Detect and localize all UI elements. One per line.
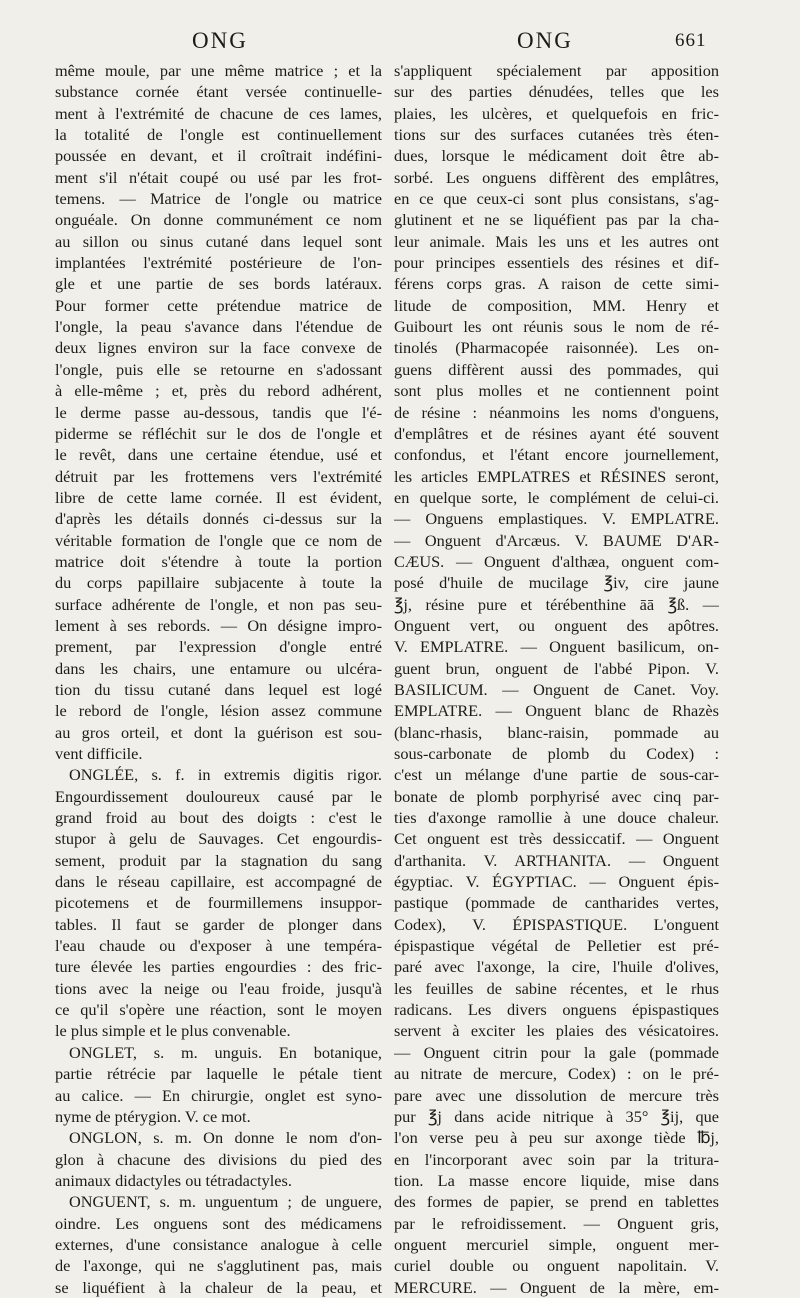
text-line: Guibourt les ont réunis sous le nom de ré- xyxy=(394,317,719,337)
text-line: se liquéfient à la chaleur de la peau, et xyxy=(55,1277,382,1297)
text-line: stupor à gelu de Sauvages. Cet engourdis- xyxy=(55,829,382,849)
text-line: tinolés (Pharmacopée raisonnée). Les on- xyxy=(394,338,719,358)
page-number: 661 xyxy=(675,30,707,51)
text-line: poussée en devant, et il croîtrait indéfini- xyxy=(55,146,382,166)
text-line: guens diffèrent aussi des pommades, qui xyxy=(394,359,719,379)
text-line: les articles EMPLATRES et RÉSINES seront, xyxy=(394,466,719,486)
text-line: par le refroidissement. — Onguent gris, xyxy=(394,1213,719,1233)
text-line: picotemens et de fourmillemens insuppor- xyxy=(55,893,382,913)
text-line: sur des parties dénudées, telles que les xyxy=(394,82,719,102)
text-line: Pour former cette prétendue matrice de xyxy=(55,295,382,315)
text-line: sorbé. Les onguens diffèrent des emplâtres, xyxy=(394,167,719,187)
text-line: sous-carbonate de plomb du Codex) : xyxy=(394,744,719,763)
text-line: oindre. Les onguens sont des médicamens xyxy=(55,1213,382,1233)
text-line: Codex), V. ÉPISPASTIQUE. L'onguent xyxy=(394,914,719,934)
text-line: grand froid au bout des doigts : c'est le xyxy=(55,808,382,828)
text-line: ONGLET, s. m. unguis. En botanique, xyxy=(69,1042,382,1062)
text-line: l'ongle, puis elle se retourne en s'adossant xyxy=(55,359,382,379)
text-line: deux lignes environ sur la face convexe de xyxy=(55,338,382,358)
running-head-right: ONG xyxy=(517,28,573,53)
text-line: la totalité de l'ongle est continuellement xyxy=(55,125,382,145)
text-line: sont plus molles et ne contiennent point xyxy=(394,381,719,401)
text-line: tions avec la neige ou l'eau froide, jusqu'à xyxy=(55,978,382,998)
page-header xyxy=(0,28,800,58)
text-line: tion. La masse encore liquide, mise dans xyxy=(394,1170,719,1190)
text-line: ce qu'il s'opère une réaction, sont le moyen xyxy=(55,1000,382,1020)
text-line: V. EMPLATRE. — Onguent basilicum, on- xyxy=(394,637,719,657)
text-line: ONGUENT, s. m. unguentum ; de unguere, xyxy=(69,1192,382,1212)
text-line: lement à ses rebords. — On désigne impro- xyxy=(55,615,382,635)
text-line: Engourdissement douloureux causé par le xyxy=(55,786,382,806)
text-line: l'on verse peu à peu sur axonge tiède ℔j, xyxy=(394,1128,719,1148)
text-line: du corps papillaire subjacente à toute la xyxy=(55,573,382,593)
text-line: — Onguens emplastiques. V. EMPLATRE. xyxy=(394,509,719,529)
text-line: en l'incorporant avec soin par la tritura- xyxy=(394,1149,719,1169)
text-line: servent à exciter les plaies des vésicatoires. xyxy=(394,1021,719,1041)
text-line: radicans. Les divers onguens épispastiques xyxy=(394,1000,719,1020)
text-line: prement, par l'expression d'ongle entré xyxy=(55,637,382,657)
text-line: c'est un mélange d'une partie de sous-car- xyxy=(394,765,719,785)
text-line: l'eau chaude ou d'exposer à une tempéra- xyxy=(55,936,382,956)
text-line: au calice. — En chirurgie, onglet est syno- xyxy=(55,1085,382,1105)
text-line: vent difficile. xyxy=(55,744,143,763)
text-line: substance cornée étant versée continuelle- xyxy=(55,82,382,102)
text-line: férens corps gras. A raison de cette simi- xyxy=(394,274,719,294)
left-column xyxy=(55,60,382,1298)
text-line: surface adhérente de l'ongle, et non pas seu- xyxy=(55,594,382,614)
text-line: — Onguent citrin pour la gale (pommade xyxy=(394,1042,719,1062)
text-line: tables. Il faut se garder de plonger dans xyxy=(55,914,382,934)
text-line: glon à chacune des divisions du pied des xyxy=(55,1149,382,1169)
text-line: au sillon ou sinus cutané dans lequel sont xyxy=(55,231,382,251)
text-line: curiel double ou onguent napolitain. V. xyxy=(394,1256,719,1276)
text-line: s'appliquent spécialement par apposition xyxy=(394,61,719,80)
text-line: pur ℥j dans acide nitrique à 35° ℥ij, que xyxy=(394,1106,719,1126)
text-line: véritable formation de l'ongle que ce nom de xyxy=(55,530,382,550)
text-line: MERCURE. — Onguent de la mère, em- xyxy=(394,1277,719,1297)
text-line: confondus, et l'étant encore journellement, xyxy=(394,445,719,465)
text-line: EMPLATRE. — Onguent blanc de Rhazès xyxy=(394,701,719,721)
text-line: le rebord de l'ongle, lésion assez commune xyxy=(55,701,382,721)
text-line: onguéale. On donne communément ce nom xyxy=(55,210,382,230)
text-line: dues, lorsque le médicament doit être ab- xyxy=(394,146,719,166)
text-line: litude de composition, MM. Henry et xyxy=(394,295,719,315)
text-line: libre de cette lame cornée. Il est évident, xyxy=(55,487,382,507)
text-line: au gros orteil, et dont la guérison est sou- xyxy=(55,722,382,742)
text-line: plaies, les ulcères, et quelquefois en fric- xyxy=(394,103,719,123)
text-line: le revêt, dans une certaine étendue, usé et xyxy=(55,445,382,465)
right-column xyxy=(394,60,719,1298)
text-line: pastique (pommade de cantharides vertes, xyxy=(394,893,719,913)
text-line: piderme se réfléchit sur le dos de l'ongle et xyxy=(55,423,382,443)
text-line: ties d'axonge ramollie à une douce chaleur. xyxy=(394,808,719,828)
text-line: ONGLÉE, s. f. in extremis digitis rigor. xyxy=(69,765,382,785)
text-line: de l'axonge, qui ne s'agglutinent pas, mais xyxy=(55,1256,382,1276)
text-line: — Onguent d'Arcæus. V. BAUME D'AR- xyxy=(394,530,719,550)
text-line: Onguent vert, ou onguent des apôtres. xyxy=(394,615,719,635)
text-line: pare avec une dissolution de mercure très xyxy=(394,1085,719,1105)
text-line: dans les chairs, une entamure ou ulcéra- xyxy=(55,658,382,678)
text-line: posé d'huile de mucilage ℥iv, cire jaune xyxy=(394,573,719,593)
text-line: de résine : néanmoins les noms d'onguens, xyxy=(394,402,719,422)
text-line: glutinent et ne se liquéfient pas par la cha- xyxy=(394,210,719,230)
text-line: d'arthanita. V. ARTHANITA. — Onguent xyxy=(394,850,719,870)
text-line: sement, produit par la stagnation du sang xyxy=(55,850,382,870)
text-line: ment à l'extrémité de chacune de ces lames, xyxy=(55,103,382,123)
text-line: partie rétrécie par laquelle le pétale tient xyxy=(55,1064,382,1084)
text-line: onguent mercuriel simple, onguent mer- xyxy=(394,1234,719,1254)
text-line: l'ongle, la peau s'avance dans l'étendue de xyxy=(55,317,382,337)
text-line: temens. — Matrice de l'ongle ou matrice xyxy=(55,189,382,209)
text-line: externes, d'une consistance analogue à celle xyxy=(55,1234,382,1254)
text-line: CÆUS. — Onguent d'althæa, onguent com- xyxy=(394,551,719,571)
text-line: tion du tissu cutané dans lequel est logé xyxy=(55,679,382,699)
text-line: guent brun, onguent de l'abbé Pipon. V. xyxy=(394,658,719,678)
text-line: ONGLON, s. m. On donne le nom d'on- xyxy=(69,1128,382,1148)
text-line: à elle-même ; et, près du rebord adhérent, xyxy=(55,381,382,401)
text-line: matrice doit s'étendre à toute la portion xyxy=(55,551,382,571)
text-line: en quelque sorte, le complément de celui-ci. xyxy=(394,487,719,507)
text-line: tions sur des surfaces cutanées très éten- xyxy=(394,125,719,145)
text-line: Cet onguent est très dessiccatif. — Onguent xyxy=(394,829,719,849)
text-line: pour principes essentiels des résines et dif- xyxy=(394,253,719,273)
text-line: détruit par les frottemens vers l'extrémité xyxy=(55,466,382,486)
text-line: nyme de ptérygion. V. ce mot. xyxy=(55,1106,251,1126)
text-line: le plus simple et le plus convenable. xyxy=(55,1021,291,1041)
text-line: ℥j, résine pure et térébenthine āā ℥ß. — xyxy=(394,594,719,614)
text-line: dans le réseau capillaire, est accompagné de xyxy=(55,872,382,892)
text-line: animaux didactyles ou tétradactyles. xyxy=(55,1170,292,1190)
text-line: en ce que ceux-ci sont plus consistans, s'ag- xyxy=(394,189,719,209)
text-line: leur animale. Mais les uns et les autres ont xyxy=(394,231,719,251)
running-head-left: ONG xyxy=(192,28,248,53)
text-line: même moule, par une même matrice ; et la xyxy=(55,61,382,80)
text-line: BASILICUM. — Onguent de Canet. Voy. xyxy=(394,679,719,699)
text-line: au nitrate de mercure, Codex) : on le pré- xyxy=(394,1064,719,1084)
text-line: ment s'il n'était coupé ou usé par les frot- xyxy=(55,167,382,187)
text-line: d'après les détails donnés ci-dessus sur la xyxy=(55,509,382,529)
text-line: implantées l'extrémité postérieure de l'on- xyxy=(55,253,382,273)
text-line: des formes de papier, se prend en tablettes xyxy=(394,1192,719,1212)
text-line: épispastique végétal de Pelletier est pré- xyxy=(394,936,719,956)
text-line: d'emplâtres et de résines ayant été souvent xyxy=(394,423,719,443)
text-line: ture élevée les parties engourdies : des fric- xyxy=(55,957,382,977)
text-line: gle et une partie de ses bords latéraux. xyxy=(55,274,382,294)
text-line: égyptiac. V. ÉGYPTIAC. — Onguent épis- xyxy=(394,872,719,892)
text-line: bonate de plomb porphyrisé avec cinq par- xyxy=(394,786,719,806)
text-line: (blanc-rhasis, blanc-raisin, pommade au xyxy=(394,722,719,742)
text-line: le derme passe au-dessous, tandis que l'é- xyxy=(55,402,382,422)
text-line: les feuilles de sabine récentes, et le rhus xyxy=(394,978,719,998)
text-line: paré avec l'axonge, la cire, l'huile d'olives, xyxy=(394,957,719,977)
